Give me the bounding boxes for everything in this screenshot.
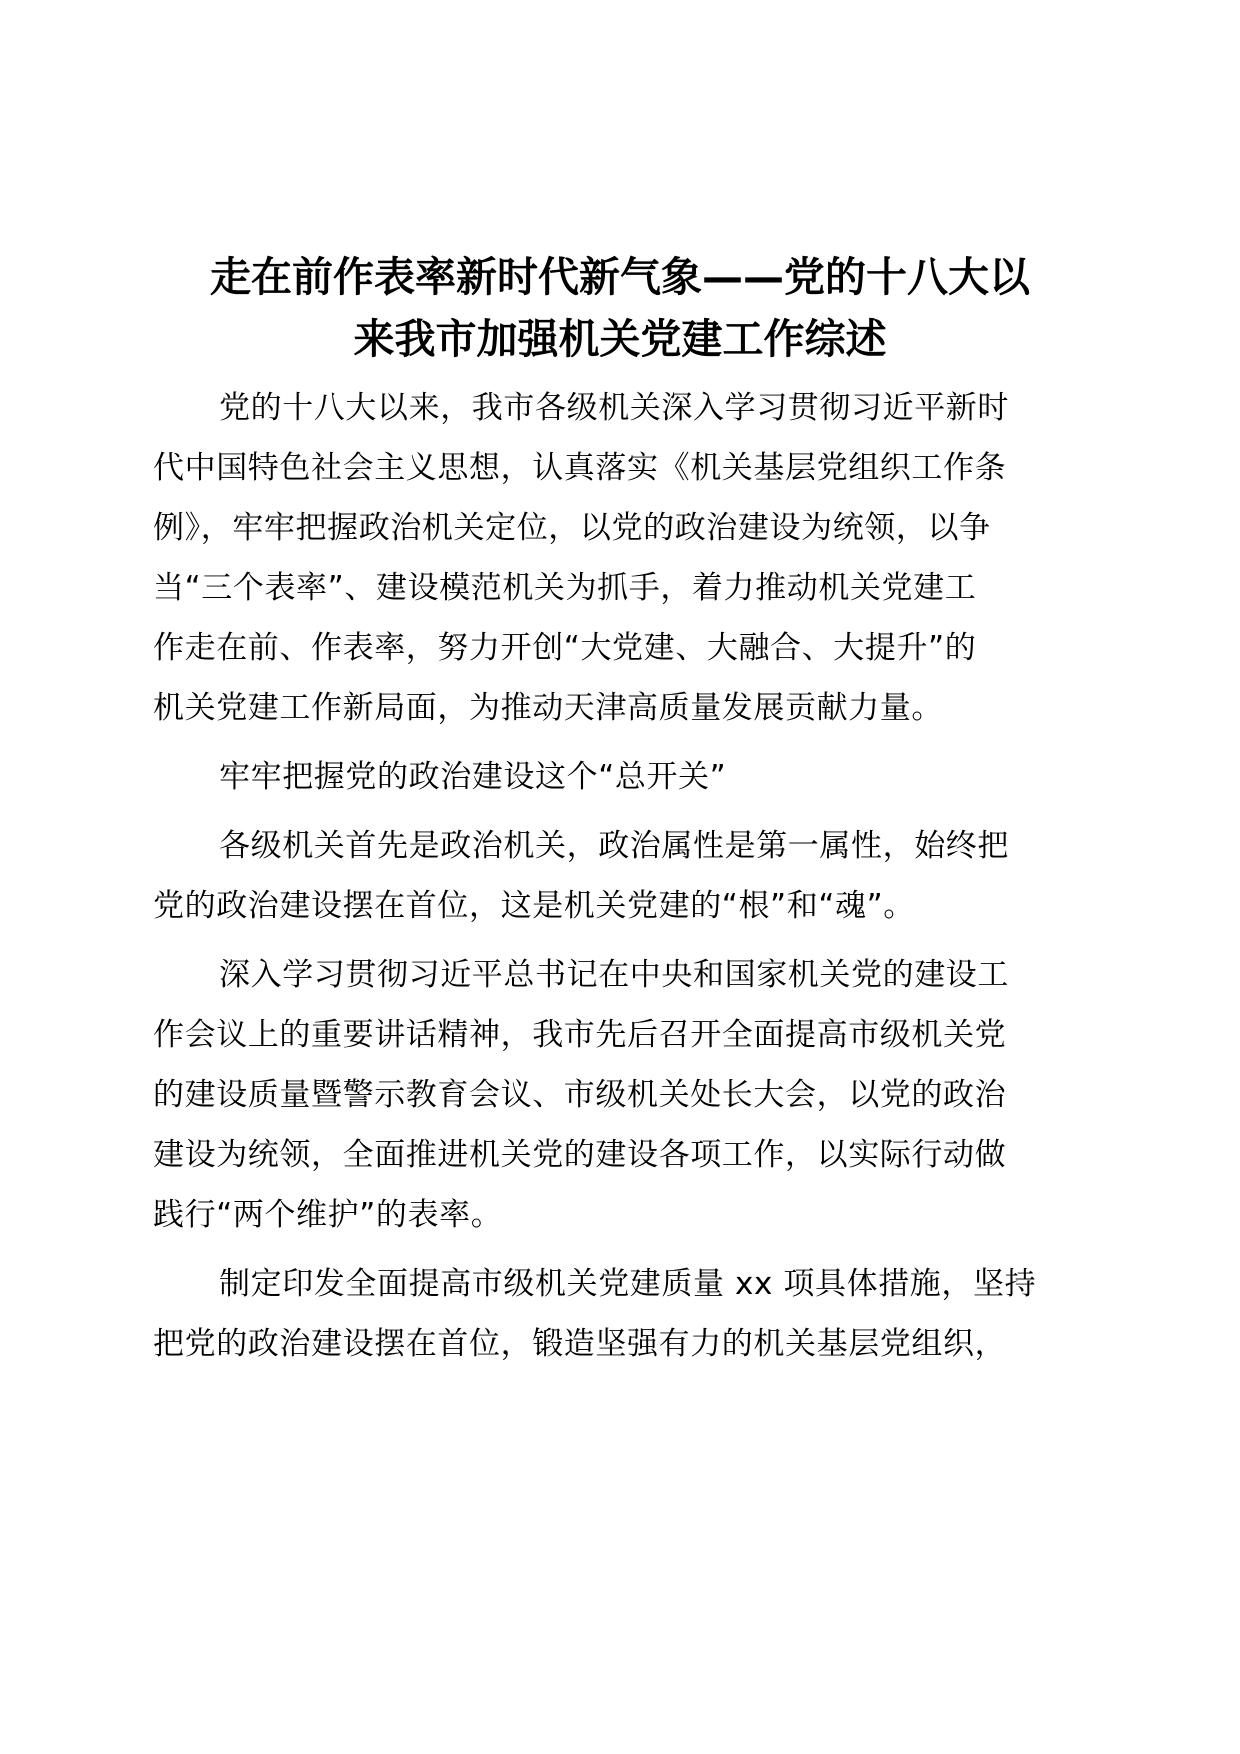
text-line: 机关党建工作新局面，为推动天津高质量发展贡献力量。: [153, 690, 943, 726]
text-line: 深入学习贯彻习近平总书记在中央和国家机关党的建设工: [219, 957, 1009, 993]
text-line: 例》，牢牢把握政治机关定位，以党的政治建设为统领，以争: [153, 510, 991, 546]
body-paragraph: [153, 816, 1087, 936]
text-line: 各级机关首先是政治机关，政治属性是第一属性，始终把: [219, 828, 1009, 864]
text-line: 建设为统领，全面推进机关党的建设各项工作，以实际行动做: [153, 1137, 1007, 1173]
body-paragraph: [153, 945, 1087, 1245]
body-paragraph: [153, 1254, 1087, 1374]
intro-paragraph: [153, 378, 1087, 738]
text-line: 代中国特色社会主义思想，认真落实《机关基层党组织工作条: [153, 450, 1007, 486]
text-line: 党的政治建设摆在首位，这是机关党建的“根”和“魂”。: [153, 888, 915, 924]
text-line: 把党的政治建设摆在首位，锻造坚强有力的机关基层党组织，: [153, 1326, 1007, 1362]
text-line: 作会议上的重要讲话精神，我市先后召开全面提高市级机关党: [153, 1017, 1007, 1053]
text-line: 制定印发全面提高市级机关党建质量 xx 项具体措施，坚持: [219, 1266, 1037, 1302]
title-line-2: 来我市加强机关党建工作综述: [353, 315, 887, 363]
text-line: 践行“两个维护”的表率。: [153, 1197, 503, 1233]
document-title: [140, 246, 1100, 370]
document-body: [153, 378, 1087, 1383]
text-line: 的建设质量暨警示教育会议、市级机关处长大会，以党的政治: [153, 1077, 1007, 1113]
text-line: 党的十八大以来，我市各级机关深入学习贯彻习近平新时: [219, 390, 1009, 426]
text-line: 作走在前、作表率，努力开创“大党建、大融合、大提升”的: [153, 630, 977, 666]
text-line: 当“三个表率”、建设模范机关为抓手，着力推动机关党建工: [153, 570, 977, 606]
text-line: 牢牢把握党的政治建设这个“总开关”: [219, 759, 727, 795]
section-heading: [153, 747, 1087, 807]
title-line-1: 走在前作表率新时代新气象——党的十八大以: [210, 253, 1030, 301]
